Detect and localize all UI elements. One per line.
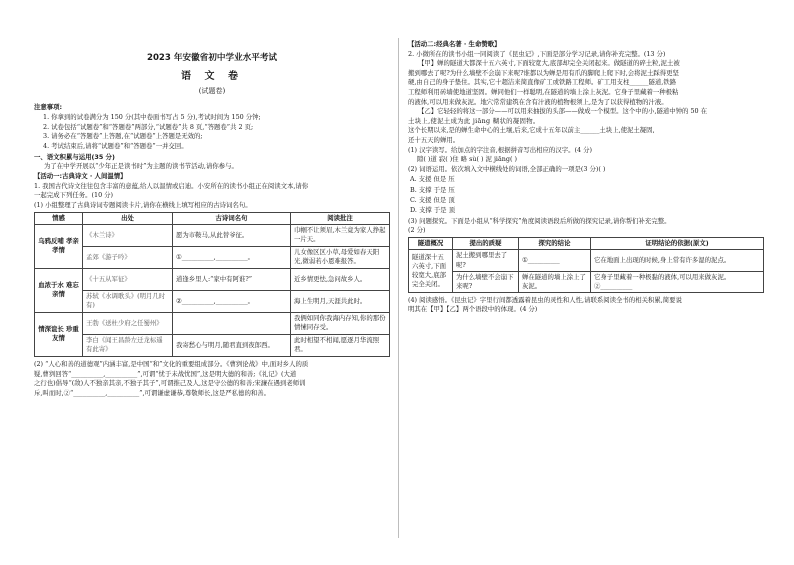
table-header: 探究的结论 [519,238,591,250]
table-header: 古诗词名句 [173,212,291,224]
table-header-row [409,238,764,250]
conclusion-cell: 蝉在隧道的墙上涂上了灰泥。 [519,271,591,292]
passage-yi-body [408,117,764,145]
table-row [409,271,764,292]
table-header-row [35,212,390,224]
emotion-cell: 血浓于水 难忘亲情 [35,268,83,312]
source-cell: 李白《闻王昌龄左迁龙标遥有此寄》 [83,334,173,356]
option-a[interactable]: A. 支援 但是 压 [410,175,455,184]
question-cell: 为什么墙壁不会崩下来呢? [453,271,519,292]
passage-line: 还十五天的蝉用。 [408,135,460,144]
passage-line: 硬,由自己的身子垫住。其实,它十超洁来简直像矿工或铁路工程师。矿工用支柱______隧道,铁路 [408,78,677,87]
q2-part3-cont: (2 分) [408,226,426,235]
option-c[interactable]: C. 支援 但是 顶 [410,195,455,204]
table-row [35,246,390,268]
table-row [35,290,390,312]
notice-item: 4. 考试结束后,请将“试题卷”和“答题卷”一并交回。 [43,141,188,150]
overview-cell: 隧道深十五六英寸,下面较宽大,底部完全关闭。 [409,250,453,292]
table-header: 提出的质疑 [453,238,519,250]
passage-jia-body [408,69,764,107]
evidence-cell: 它在地面上出现的时候,身上常有许多湿的泥点。 [591,250,764,271]
answer-blank-cell[interactable]: 它身子里藏着一种极黏的液体,可以用来做灰泥。②__________ [591,271,764,292]
passage-line: 工程师利用砖墙使地道坚固。蝉同他们一样聪明,在隧道的墙上涂上灰泥。它身子里藏着一种极粘 [408,87,679,96]
note-cell: 海上生明月,天涯共此时。 [291,290,390,312]
q2-intro: 2. 小微所在的读书小组一同阅读了《昆虫记》,下面是部分学习记录,请你补充完整。(13 分) [408,49,666,58]
option-b[interactable]: B. 支撑 于是 压 [410,185,455,194]
notice-item: 1. 你拿到的试卷满分为 150 分(其中卷面书写占 5 分),考试时间为 150 分钟; [43,112,261,121]
exam-note: (试题卷) [198,87,226,96]
q2-part4-line: (4) 阅读感悟。《昆虫记》字里行间都透露着昆虫的灵性和人性,请联系阅读全书的相关积累,简要说 [408,295,682,304]
notice-list [34,113,390,151]
inquiry-table [408,237,764,292]
source-cell: 王勃《送杜少府之任蜀州》 [83,312,173,334]
notice-heading: 注意事项: [34,103,63,112]
table-row [35,334,390,356]
answer-blank-cell[interactable]: ①__________,__________。 [173,246,291,268]
column-divider [398,38,399,538]
table-header: 情感 [35,212,83,224]
q2-part1: (1) 汉字读写。给加点的字注音,根据拼音写出相应的汉字。(4 分) [408,145,592,154]
q2-part1-items[interactable]: 隙( )道 寂( )住 略 sù( ) 泥 jiāng( ) [417,155,518,164]
note-cell: 巾帼不让须眉,木兰竟为家人挣起一片天。 [291,224,390,246]
activity1-heading: 【活动一:古典诗文 · 人间温情】 [34,171,127,180]
q1-part2-line: 斥,叫而时,②“__________,__________”,可谓谦虚谦恭,尊敬师长,这是严私德的和善。 [34,388,271,397]
emotion-cell: 情深谊长 珍重友情 [35,312,83,356]
q2-part3: (3) 问题探究。下面是小组从“科学探究”角度阅读语段后所做的探究记录,请你帮们补充完整。 [408,216,671,225]
question-cell: 泥土搬到哪里去了呢? [453,250,519,271]
q1-part2-line: 疑,曹刿回答“__________,__________”,可谓“忧于未战忧国”,这是明大德的和善;《礼记》(大道 [34,369,297,378]
q2-part2: (2) 词语运用。依次填入文中横线处的词语,全部正确的一项是(3 分)( ) [408,164,606,173]
table-row [409,250,764,271]
answer-blank-cell[interactable]: ①__________ [519,250,591,271]
passage-jia [408,59,764,68]
q1-sub1: (1) 小组整理了古典诗词专题阅读卡片,请你在横线上填写相应的古诗词名句。 [34,200,252,209]
poem-line-cell: 我寄愁心与明月,随君直到夜郎西。 [173,334,291,356]
passage-line: 【乙】它轻轻的将这一部分——可以用来抽拔的头部——做成一个模型。这个中的小,隧道中钟的 50 在 [418,107,708,116]
passage-line: 搬到哪去了呢?为什么墙壁不会崩下来呢?谁都以为蝉是用有爪的脚爬上爬下时,会将泥土踩得更坚 [408,68,679,77]
note-cell: 我俩如同你我海内存知,你的那份情愫同存受。 [291,312,390,334]
emotion-cell: 乌鸦反哺 孝亲孝情 [35,224,83,268]
answer-blank-cell[interactable]: ②__________,__________。 [173,290,291,312]
source-cell: 苏轼《水调歌头》(明月几时有) [83,290,173,312]
table-row [35,268,390,290]
poem-line-cell: 道逢乡里人:“家中有阿谁?” [173,268,291,290]
exam-subject: 语 文 卷 [181,71,243,83]
notice-item: 2. 试卷包括“试题卷”和“答题卷”两部分,“试题卷”共 8 页,“答题卷”共 2 页; [43,122,254,131]
source-cell: 孟郊《游子吟》 [83,246,173,268]
q2-part4-line: 明其在【甲】【乙】两个语段中的体现。(4 分) [408,305,538,314]
right-column [408,40,764,315]
poem-line-cell: 愿为市鞍马,从此替爷征。 [173,224,291,246]
source-cell: 《十五从军征》 [83,268,173,290]
part1-heading: 一、语文积累与运用(35 分) [34,152,115,161]
q1-part2-line: 之行也)倡导“(敌)人不独亲其亲,不独子其子”,可谓推己及人,这是守公德的和善;宋濂在遇到老师训 [34,379,306,388]
left-column [34,46,390,398]
q1-stem-cont: 一起完成下列任务。(10 分) [34,191,114,200]
notice-item: 3. 请务必在“答题卷”上答题,在“试题卷”上答题是无效的; [43,132,203,141]
exam-title: 2023 年安徽省初中学业水平考试 [146,53,278,63]
table-row [35,224,390,246]
passage-line: 这个长期以来,是的蝉生命中心的土壤,后来,它成十五年以前主______土块上,使泥土凝固, [408,126,655,135]
passage-yi [408,107,764,116]
table-header: 出处 [83,212,173,224]
passage-line: 【甲】蝉的隧道大都深十五六英寸,下面较宽大,底部却完全关闭起来。做隧道的碎土粒,泥土被 [418,59,680,68]
table-row [35,312,390,334]
table-header: 隧道概况 [409,238,453,250]
q2-part4 [408,296,764,315]
note-cell: 儿女像区区小草,母爱如春天阳光,微弱若小恩难报答。 [291,246,390,268]
q1-part2 [34,360,390,398]
note-cell: 近乡情更怯,急问故乡人。 [291,268,390,290]
source-cell: 《木兰诗》 [83,224,173,246]
table-header: 阅读批注 [291,212,390,224]
q1-part2-line: (2) “人心和善的道德观”内涵丰富,是中国“和”文化的重要组成部分。《曹刿论战》中,面对乡人的质 [34,359,309,368]
part1-intro: 为了在中学开展以“少年正是读书时”为主题的读书节活动,请你参与。 [44,162,238,171]
q1-stem: 1. 我国古代诗文往往包含丰富的意蕴,给人以温情或启迪。小安所在的读书小组正在阅读文本,请你 [34,181,309,190]
option-d[interactable]: D. 支撑 于是 顶 [410,206,455,215]
table-header: 证明结论的依据(原文) [591,238,764,250]
poetry-table [34,212,390,357]
note-cell: 此时相望不相闻,愿逐月华流照君。 [291,334,390,356]
passage-line: 的液体,可以用来做灰泥。地穴常常建筑在含有汁液的植物根须上,是为了以获得植物的汁液。 [408,97,668,106]
passage-line: 土块上,使泥土成为此 jiāng 糊状的凝固物。 [408,116,540,125]
poem-line-cell [173,312,291,334]
activity2-heading: 【活动二:经典名著 · 生命赞歌】 [408,40,501,48]
